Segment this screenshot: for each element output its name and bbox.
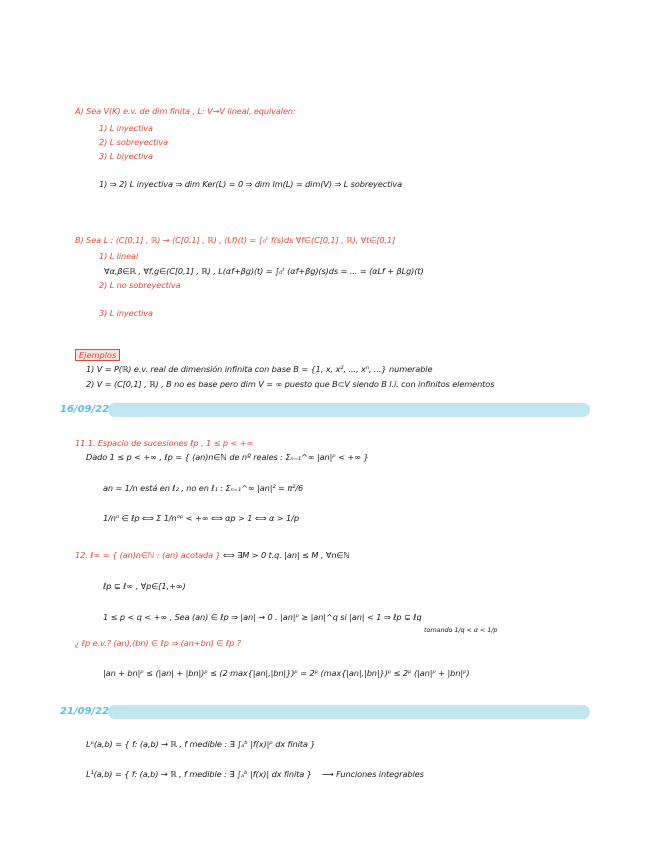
- section-12-heading-tail: ⟺ ∃M > 0 t.q. |an| ≤ M , ∀n∈ℕ: [223, 550, 350, 560]
- section-b-item-3: 3) L inyectiva: [99, 308, 153, 318]
- section-12-inequality: |an + bn|ᵖ ≤ (|an| + |bn|)ᵖ ≤ (2·max{|an|,|bn|})ᵖ = 2ᵖ (max{|an|,|bn|})ᵖ ≤ 2ᵖ (|an|ᵖ + |bn|ᵖ): [103, 668, 470, 678]
- section-12-note: tomando 1/q < α < 1/p: [424, 626, 498, 634]
- section-11-heading: 11.1. Espacio de sucesiones ℓp , 1 ≤ p < +∞: [75, 438, 254, 448]
- section-12-question: ¿ ℓp e.v.? (an),(bn) ∈ ℓp ⇒ (an+bn) ∈ ℓp ?: [75, 638, 241, 648]
- date-label-2: 21/09/22: [60, 706, 110, 717]
- section-a-item-3: 3) L biyectiva: [99, 151, 153, 161]
- l1-space-definition: L¹(a,b) = { f: (a,b) → ℝ , f medible : ∃ ∫ₐᵇ |f(x)| dx finita }: [86, 769, 312, 779]
- section-b-item-1: 1) L lineal: [99, 251, 139, 261]
- integrable-functions-note: ⟶ Funciones integrables: [322, 769, 424, 779]
- date-bar-1: [108, 403, 590, 417]
- section-a-item-2: 2) L sobreyectiva: [99, 137, 169, 147]
- section-11-example: an = 1/n está en ℓ₂ , no en ℓ₁ : Σₙ₌₁^∞ |an|² = π²/6: [103, 483, 304, 493]
- section-12-chain: 1 ≤ p < q < +∞ , Sea (an) ∈ ℓp ⇒ |an| → 0 . |an|ᵖ ≥ |an|^q si |an| < 1 ⇒ ℓp ⊊ ℓq: [103, 612, 422, 622]
- date-bar-2: [108, 705, 590, 719]
- section-b-heading: B) Sea L : (C[0,1] , ℝ) → (C[0,1] , ℝ) , (Lf)(t) = ∫₀ᵗ f(s)ds ∀f∈(C[0,1] , ℝ), ∀t∈[0,1]: [75, 235, 396, 245]
- ejemplos-label: Ejemplos: [75, 349, 120, 361]
- section-12-heading: 12. ℓ∞ = { (an)n∈ℕ : (an) acotada }: [75, 550, 221, 560]
- section-a-item-1: 1) L inyectiva: [99, 123, 153, 133]
- section-11-definition: Dado 1 ≤ p < +∞ , ℓp = { (an)n∈ℕ de nº reales : Σₙ₌₁^∞ |an|ᵖ < +∞ }: [86, 452, 369, 462]
- lp-space-definition: Lᵖ(a,b) = { f: (a,b) → ℝ , f medible : ∃ ∫ₐᵇ |f(x)|ᵖ dx finita }: [86, 739, 316, 749]
- ejemplo-1: 1) V = P(ℝ) e.v. real de dimensión infinita con base B = {1, x, x², ..., xⁿ, ...} numerable: [86, 364, 433, 374]
- section-11-equivalence: 1/nᵅ ∈ ℓp ⟺ Σ 1/nᵅᵖ < +∞ ⟺ αp > 1 ⟺ α > 1/p: [103, 513, 299, 523]
- section-a-heading: A) Sea V(K) e.v. de dim finita , L: V→V lineal, equivalen:: [75, 106, 296, 116]
- section-12-inclusion: ℓp ⊊ ℓ∞ , ∀p∈[1,+∞): [103, 581, 186, 591]
- date-label-1: 16/09/22: [60, 404, 110, 415]
- section-a-proof: 1) ⇒ 2) L inyectiva ⇒ dim Ker(L) = 0 ⇒ dim Im(L) = dim(V) ⇒ L sobreyectiva: [99, 179, 403, 189]
- section-b-item-1-detail: ∀α,β∈ℝ , ∀f,g∈(C[0,1] , ℝ) , L(αf+βg)(t) = ∫₀ᵗ (αf+βg)(s)ds = ... = (αLf + βLg)(t): [104, 266, 424, 276]
- section-b-item-2: 2) L no sobreyectiva: [99, 280, 181, 290]
- ejemplo-2: 2) V = (C[0,1] , ℝ) , B no es base pero dim V = ∞ puesto que B⊂V siendo B l.i. con infinitos elementos: [86, 379, 495, 389]
